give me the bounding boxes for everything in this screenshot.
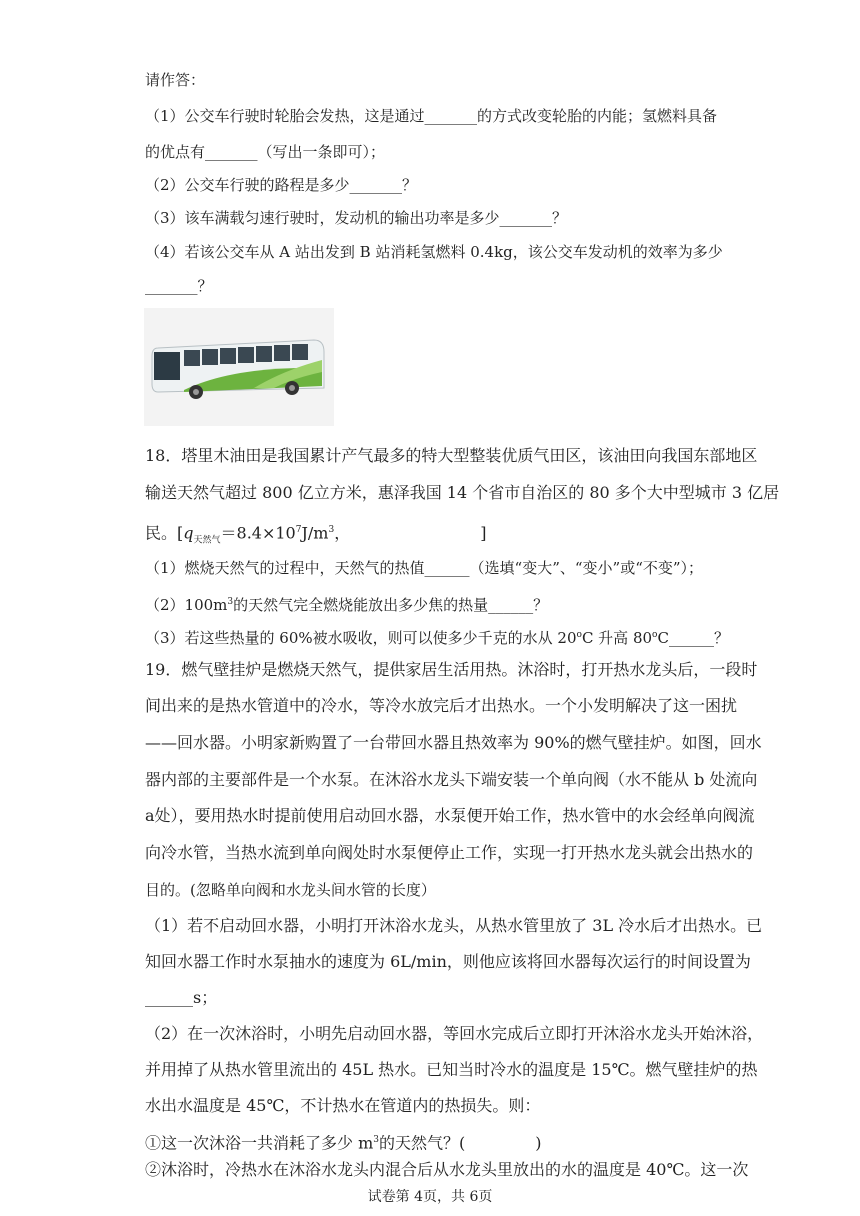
question-line: 间出来的是热水管道中的冷水，等冷水放完后才出热水。一个小发明解决了这一困扰 (145, 696, 738, 715)
question-line: （2）在一次沐浴时，小明先启动回水器，等回水完成后立即打开沐浴水龙头开始沐浴， (145, 1024, 764, 1043)
question-line: （4）若该公交车从 A 站出发到 B 站消耗氢燃料 0.4kg，该公交车发动机的效率为多少 (145, 243, 723, 261)
question-18: 18．塔里木油田是我国累计产气最多的特大型整装优质气田区，该油田向我国东部地区 (145, 446, 758, 465)
question-line: 目的。(忽略单向阀和水龙头间水管的长度） (145, 881, 436, 899)
heat-value-formula: 民。[$q_{天然气}=8.4\times 10^7J/m^3$， ] (145, 523, 487, 546)
question-line: 的优点有_______（写出一条即可）； (145, 143, 386, 161)
text-line: 请作答： (145, 71, 206, 89)
question-line: ②沐浴时，冷热水在沐浴水龙头内混合后从水龙头里放出的水的温度是 40℃。这一次 (145, 1160, 749, 1179)
question-line: 器内部的主要部件是一个水泵。在沐浴水龙头下端安装一个单向阀（水不能从 b 处流向 (145, 770, 758, 789)
question-line: ——回水器。小明家新购置了一台带回水器且热效率为 90%的燃气壁挂炉。如图，回水 (145, 733, 762, 752)
question-line: 知回水器工作时水泵抽水的速度为 6L/min，则他应该将回水器每次运行的时间设置为 (145, 952, 751, 971)
question-line: 输送天然气超过 800 亿立方米，惠泽我国 14 个省市自治区的 80 多个大中型城市 3 亿居 (145, 483, 780, 502)
page-footer: 试卷第 4页，共 6页 (367, 1189, 493, 1205)
question-line: ①这一次沐浴一共消耗了多少 $m^3$的天然气？( ) (145, 1133, 542, 1153)
question-line: a处），要用热水时提前使用启动回水器，水泵便开始工作，热水管中的水会经单向阀流 (145, 806, 755, 825)
question-line: $(2)100m^3$的天然气完全燃烧能放出多少焦的热量______？ (145, 596, 549, 614)
question-line: （3）该车满载匀速行驶时，发动机的输出功率是多少_______？ (145, 209, 568, 227)
question-line: 向冷水管，当热水流到单向阀处时水泵便停止工作，实现一打开热水龙头就会出热水的 (145, 843, 754, 862)
question-line: 并用掉了从热水管里流出的 45L 热水。已知当时冷水的温度是 15℃。燃气壁挂炉的热 (145, 1060, 758, 1079)
bus-image (144, 308, 334, 426)
question-19: 19．燃气壁挂炉是燃烧天然气，提供家居生活用热。沐浴时，打开热水龙头后，一段时 (145, 660, 758, 679)
question-line: 水出水温度是 45℃，不计热水在管道内的热损失。则： (145, 1096, 541, 1115)
question-line: （3）若这些热量的 60%被水吸收，则可以使多少千克的水从 20$^o$C 升高 80$^o$C______？ (145, 629, 729, 647)
question-line: （2）公交车行驶的路程是多少_______？ (145, 176, 418, 194)
question-line: （1）燃烧天然气的过程中，天然气的热值______（选填“变大”、“变小”或“不变”）； (145, 559, 704, 577)
question-line: （1）公交车行驶时轮胎会发热，这是通过_______的方式改变轮胎的内能；氢燃料具备 (145, 107, 718, 125)
question-line: _______？ (145, 277, 213, 295)
question-line: ______s； (145, 988, 218, 1007)
question-line: （1）若不启动回水器，小明打开沐浴水龙头，从热水管里放了 3L 冷水后才出热水。已 (145, 916, 763, 935)
